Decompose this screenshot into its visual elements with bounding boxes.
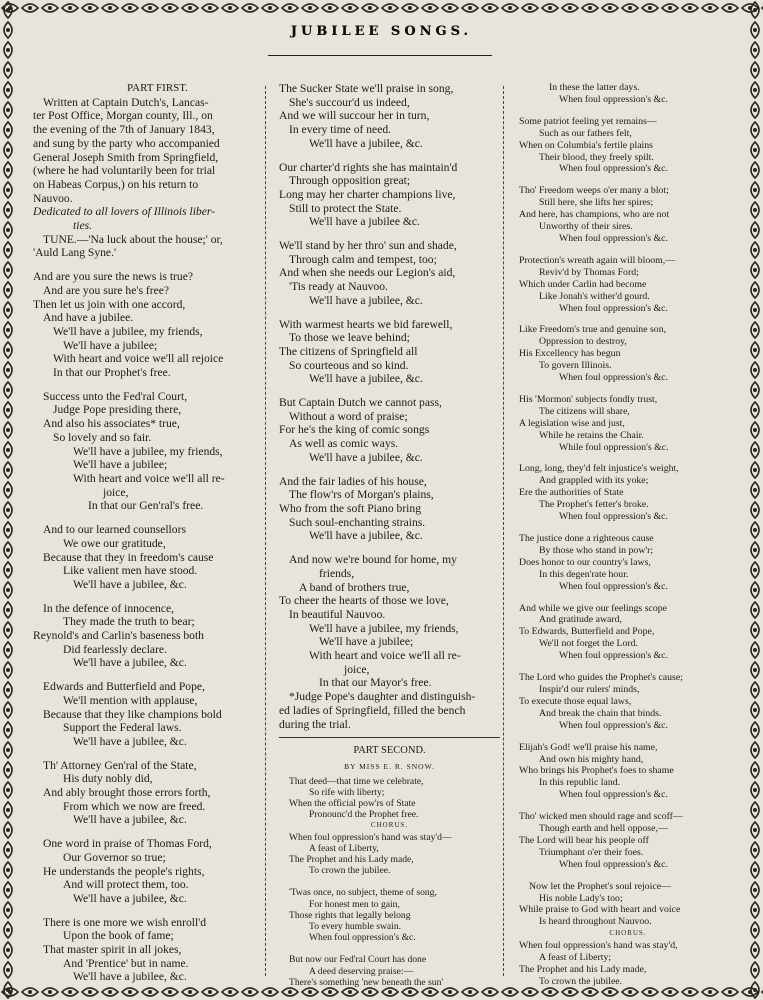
verse-line: In beautiful Nauvoo. [289, 607, 386, 621]
verse-line: Through opposition great; [289, 174, 411, 188]
verse-line: In this republic land. [539, 777, 621, 789]
intro-line: ter Post Office, Morgan county, Ill., on [33, 109, 213, 123]
verse-line: When foul oppression's &c. [559, 650, 668, 662]
verse-line: They made the truth to bear; [63, 615, 195, 629]
verse-line: There's something 'new beneath the sun' [289, 976, 444, 988]
verse-line: Such as our fathers felt, [539, 127, 632, 139]
verse-line: 'Twas once, no subject, theme of song, [289, 887, 437, 899]
verse-line: And here, has champions, who are not [519, 209, 670, 221]
verse-line: And are you sure the news is true? [33, 270, 194, 284]
verse-line: The flow'rs of Morgan's plains, [289, 488, 434, 502]
verse-line: His duty nobly did, [63, 772, 153, 786]
page-title: JUBILEE SONGS. [290, 24, 473, 39]
verse-line: Like valient men have stood. [63, 564, 198, 578]
verse-line: The justice done a righteous cause [519, 533, 654, 544]
verse-line: Unworthy of their sires. [539, 221, 633, 233]
verse-line: 'Tis ready at Nauvoo. [289, 280, 388, 294]
verse-line: Triumphant o'er their foes. [539, 846, 644, 858]
verse-line: Judge Pope presiding there, [53, 403, 182, 417]
column-three [519, 82, 737, 988]
verse-line: We'll have a jubilee, &c. [309, 293, 423, 307]
column-divider [265, 86, 266, 976]
verse-line: As well as comic ways. [289, 437, 399, 451]
verse-line: Still to protect the State. [289, 201, 402, 215]
verse-line: Now let the Prophet's soul rejoice— [529, 880, 671, 892]
verse-line: We'll have a jubilee, &c. [73, 656, 187, 670]
verse-line: And now we're bound for home, my [289, 553, 457, 567]
intro-line: on Habeas Corpus,) on his return to [33, 177, 199, 191]
verse-line: We'll have a jubilee, &c. [73, 734, 187, 748]
verse-line: Edwards and Butterfield and Pope, [43, 680, 205, 694]
verse-line: And gratitude award, [539, 614, 622, 626]
verse-line: With heart and voice we'll all re- [73, 471, 225, 485]
verse-line: We'll have a jubilee &c. [309, 215, 420, 229]
verse-line: And while we give our feelings scope [519, 602, 668, 614]
verse-line: A deed deserving praise:— [309, 965, 414, 977]
verse-line: That deed—that time we celebrate, [289, 775, 424, 787]
verse-line: With heart and voice we'll all re- [309, 649, 461, 663]
verse-line: We'll have a jubilee, my friends, [53, 324, 203, 338]
part-first-heading: PART FIRST. [127, 82, 188, 94]
verse-line: Our Governor so true; [63, 850, 166, 864]
verse-line: When the official pow'rs of State [289, 798, 416, 810]
column-two [279, 82, 500, 988]
verse-line: And we will succour her in turn, [279, 109, 430, 123]
verse-line: We'll have a jubilee, &c. [309, 450, 423, 464]
chorus-line: To crown the jubilee. [539, 975, 623, 987]
section-rule [279, 737, 500, 738]
verse-line: And also his associates* true, [43, 417, 180, 431]
verse-line: And 'Prentice' but in name. [63, 956, 189, 970]
verse-line: When foul oppression's &c. [309, 932, 416, 944]
verse-line: Though earth and hell oppose,— [539, 823, 668, 835]
verse-line: But now our Fed'ral Court has done [289, 954, 427, 966]
verse-line: While he retains the Chair. [539, 429, 644, 441]
verse-line: In these the latter days. [549, 82, 640, 93]
verse-line: There is one more we wish enroll'd [43, 915, 207, 929]
verse-line: In every time of need. [289, 123, 392, 137]
verse-line: We'll have a jubilee, &c. [73, 577, 187, 591]
verse-line: From which we now are freed. [63, 799, 206, 813]
tune-line: TUNE.—'Na luck about the house;' or, [43, 232, 223, 246]
verse-line: When foul oppression's &c. [559, 163, 668, 175]
verse-line: Did fearlessly declare. [63, 642, 167, 656]
tune-line: 'Auld Lang Syne.' [33, 246, 117, 260]
verse-line: Reynold's and Carlin's baseness both [33, 629, 204, 643]
verse-line: To those we leave behind; [289, 331, 410, 345]
dedication-line: ties. [73, 219, 92, 233]
title-rule [268, 55, 492, 56]
verse-line: We'll have a jubilee, &c. [309, 529, 423, 543]
chorus-label: CHORUS. [370, 821, 409, 830]
verse-line: Inspir'd our rulers' minds, [539, 683, 640, 695]
verse-line: A band of brothers true, [299, 580, 410, 594]
verse-line: To every humble swain. [309, 921, 402, 933]
footnote-line: *Judge Pope's daughter and distinguish- [289, 690, 476, 704]
verse-line: Long may her charter champions live, [279, 187, 456, 201]
verse-line: Th' Attorney Gen'ral of the State, [43, 758, 197, 772]
verse-line: Protection's wreath again will bloom,— [519, 254, 676, 266]
intro-line: and sung by the party who accompanied [33, 136, 220, 150]
verse-line: And the fair ladies of his house, [279, 474, 427, 488]
verse-line: When foul oppression's &c. [559, 580, 668, 592]
chorus-line: When foul oppression's hand was stay'd, [519, 940, 678, 952]
verse-line: Who from the soft Piano bring [279, 501, 422, 515]
verse-line: That master spirit in all jokes, [43, 943, 182, 957]
verse-line: We'll have a jubilee, &c. [73, 891, 187, 905]
verse-line: But Captain Dutch we cannot pass, [279, 396, 442, 410]
verse-line: When foul oppression's &c. [559, 789, 668, 801]
verse-line: The citizens of Springfield all [279, 344, 418, 358]
intro-line: General Joseph Smith from Springfield, [33, 150, 219, 164]
footnote-line: during the trial. [279, 717, 351, 731]
verse-line: Their blood, they freely spilt. [539, 151, 654, 163]
verse-line: The Lord who guides the Prophet's cause; [519, 672, 683, 684]
verse-line: Then let us join with one accord, [33, 297, 186, 311]
verse-line: His Excellency has begun [519, 348, 621, 360]
verse-line: And own his mighty hand, [539, 753, 644, 765]
verse-line: We'll have a jubilee, &c. [73, 813, 187, 827]
top-ornamental-border [0, 0, 763, 16]
verse-line: We'll have a jubilee, &c. [309, 372, 423, 386]
left-ornamental-border [0, 0, 16, 1000]
verse-line: And have a jubilee. [43, 311, 134, 325]
verse-line: When foul oppression's &c. [559, 858, 668, 870]
verse-line: One word in praise of Thomas Ford, [43, 837, 212, 851]
verse-line: Success unto the Fed'ral Court, [43, 389, 188, 403]
column-divider [503, 86, 504, 976]
verse-line: When foul oppression's &c. [559, 511, 668, 523]
verse-line: Through calm and tempest, too; [289, 252, 437, 266]
chorus-line: A feast of Liberty, [309, 842, 379, 854]
verse-line: In the defence of innocence, [43, 601, 175, 615]
chorus-line: To crown the jubilee. [309, 865, 391, 877]
verse-line: And are you sure he's free? [43, 283, 170, 297]
verse-line: Does honor to our country's laws, [519, 556, 651, 568]
verse-line: Who brings his Prophet's foes to shame [519, 765, 674, 777]
verse-line: So rife with liberty; [309, 786, 385, 798]
verse-line: To execute those equal laws, [519, 695, 632, 707]
verse-line: When foul oppression's &c. [559, 719, 668, 731]
verse-line: And break the chain that binds. [539, 707, 662, 719]
verse-line: Oppression to destroy, [539, 336, 627, 348]
verse-line: We'll have a jubilee, my friends, [309, 621, 459, 635]
verse-line: While praise to God with heart and voice [519, 904, 681, 916]
part-second-heading: PART SECOND. [353, 745, 426, 757]
verse-line: He understands the people's rights, [43, 864, 205, 878]
verse-line: We'll have a jubilee; [73, 458, 168, 472]
verse-line: When on Columbia's fertile plains [519, 139, 653, 151]
verse-line: Long, long, they'd felt injustice's weight, [519, 463, 679, 475]
verse-line: In this degen'rate hour. [539, 568, 629, 580]
verse-line: To cheer the hearts of those we love, [279, 594, 449, 608]
verse-line: In that our Prophet's free. [53, 366, 171, 380]
verse-line: Still here, she lifts her spires; [539, 197, 654, 209]
right-ornamental-border [747, 0, 763, 1000]
verse-line: Ere the authorities of State [519, 487, 624, 499]
verse-line: joice, [103, 485, 129, 499]
verse-line: And will protect them, too. [63, 878, 189, 892]
verse-line: Is heard throughout Nauvoo. [539, 916, 652, 928]
verse-line: In that our Gen'ral's free. [88, 499, 204, 513]
verse-line: The Prophet's fetter's broke. [539, 499, 649, 511]
footnote-line: ed ladies of Springfield, filled the bench [279, 703, 466, 717]
verse-line: We'll not forget the Lord. [539, 638, 639, 650]
intro-line: Written at Captain Dutch's, Lancas- [43, 95, 209, 109]
verse-line: To govern Illinois. [539, 360, 612, 372]
verse-line: His noble Lady's too; [539, 892, 623, 904]
verse-line: Like Freedom's true and genuine son, [519, 324, 667, 336]
verse-line: His 'Mormon' subjects fondly trust, [519, 393, 658, 405]
verse-line: Reviv'd by Thomas Ford; [539, 266, 639, 278]
verse-line: We owe our gratitude, [63, 536, 166, 550]
verse-line: Support the Federal laws. [63, 721, 182, 735]
chorus-line: When foul oppression's hand was stay'd— [289, 831, 452, 843]
verse-line: When foul oppression's &c. [559, 372, 668, 384]
verse-line: We'll have a jubilee; [63, 338, 158, 352]
verse-line: Those rights that legally belong [289, 909, 411, 921]
verse-line: By those who stand in pow'r; [539, 544, 654, 556]
column-one [33, 82, 262, 984]
verse-line: Because that they in freedom's cause [43, 550, 214, 564]
verse-line: Without a word of praise; [289, 409, 408, 423]
verse-line: Like Jonah's wither'd gourd. [539, 290, 650, 302]
intro-line: Nauvoo. [33, 191, 73, 205]
verse-line: Tho' Freedom weeps o'er many a blot; [519, 185, 669, 197]
verse-line: The Sucker State we'll praise in song, [279, 82, 454, 95]
chorus-line: A feast of Liberty; [539, 952, 612, 964]
verse-line: For he's the king of comic songs [279, 423, 430, 437]
verse-line: Which under Carlin had become [519, 278, 647, 290]
verse-line: We'll mention with applause, [63, 693, 198, 707]
verse-line: While foul oppression's &c. [559, 441, 669, 453]
verse-line: The citizens will share, [539, 405, 630, 417]
verse-line: And ably brought those errors forth, [43, 786, 211, 800]
intro-line: (where he had voluntarily been for trial [33, 164, 216, 178]
verse-line: And when she needs our Legion's aid, [279, 266, 456, 280]
verse-line: Elijah's God! we'll praise his name, [519, 741, 658, 753]
verse-line: We'll have a jubilee; [319, 635, 414, 649]
verse-line: We'll have a jubilee, &c. [73, 970, 187, 984]
verse-line: Some patriot feeling yet remains— [519, 115, 657, 127]
verse-line: We'll have a jubilee, my friends, [73, 444, 223, 458]
verse-line: Because that they like champions bold [43, 707, 222, 721]
verse-line: friends, [319, 566, 355, 580]
verse-line: Pronounc'd the Prophet free. [309, 809, 419, 821]
verse-line: For honest men to gain, [309, 898, 400, 910]
verse-line: Our charter'd rights she has maintain'd [279, 160, 458, 174]
chorus-line: The Prophet and his Lady made, [289, 854, 414, 866]
verse-line: When foul oppression's &c. [559, 302, 668, 314]
byline: BY MISS E. R. SNOW. [344, 761, 435, 771]
verse-line: Upon the book of fame; [63, 929, 174, 943]
verse-line: joice, [344, 662, 370, 676]
verse-line: A legislation wise and just, [519, 417, 625, 429]
verse-line: So courteous and so kind. [289, 358, 409, 372]
chorus-label: CHORUS. [609, 929, 647, 938]
chorus-line: The Prophet and his Lady made, [519, 964, 647, 975]
verse-line: We'll have a jubilee, &c. [309, 136, 423, 150]
dedication-line: Dedicated to all lovers of Illinois liber- [33, 205, 216, 219]
verse-line: So lovely and so fair. [53, 430, 152, 444]
verse-line: When foul oppression's &c. [559, 93, 668, 105]
verse-line: To Edwards, Butterfield and Pope, [519, 626, 655, 638]
verse-line: We'll stand by her thro' sun and shade, [279, 239, 457, 253]
verse-line: In that our Mayor's free. [319, 676, 432, 690]
intro-line: the evening of the 7th of January 1843, [33, 123, 215, 137]
verse-line: With warmest hearts we bid farewell, [279, 317, 453, 331]
verse-line: She's succour'd us indeed, [289, 95, 410, 109]
verse-line: And grappled with its yoke; [539, 475, 649, 487]
verse-line: When foul oppression's &c. [559, 232, 668, 244]
verse-line: The Lord will bear his people off [519, 834, 649, 846]
verse-line: Such soul-enchanting strains. [289, 515, 426, 529]
verse-line: And to our learned counsellors [43, 523, 186, 537]
verse-line: With heart and voice we'll all rejoice [53, 352, 224, 366]
verse-line: Tho' wicked men should rage and scoff— [519, 811, 683, 823]
